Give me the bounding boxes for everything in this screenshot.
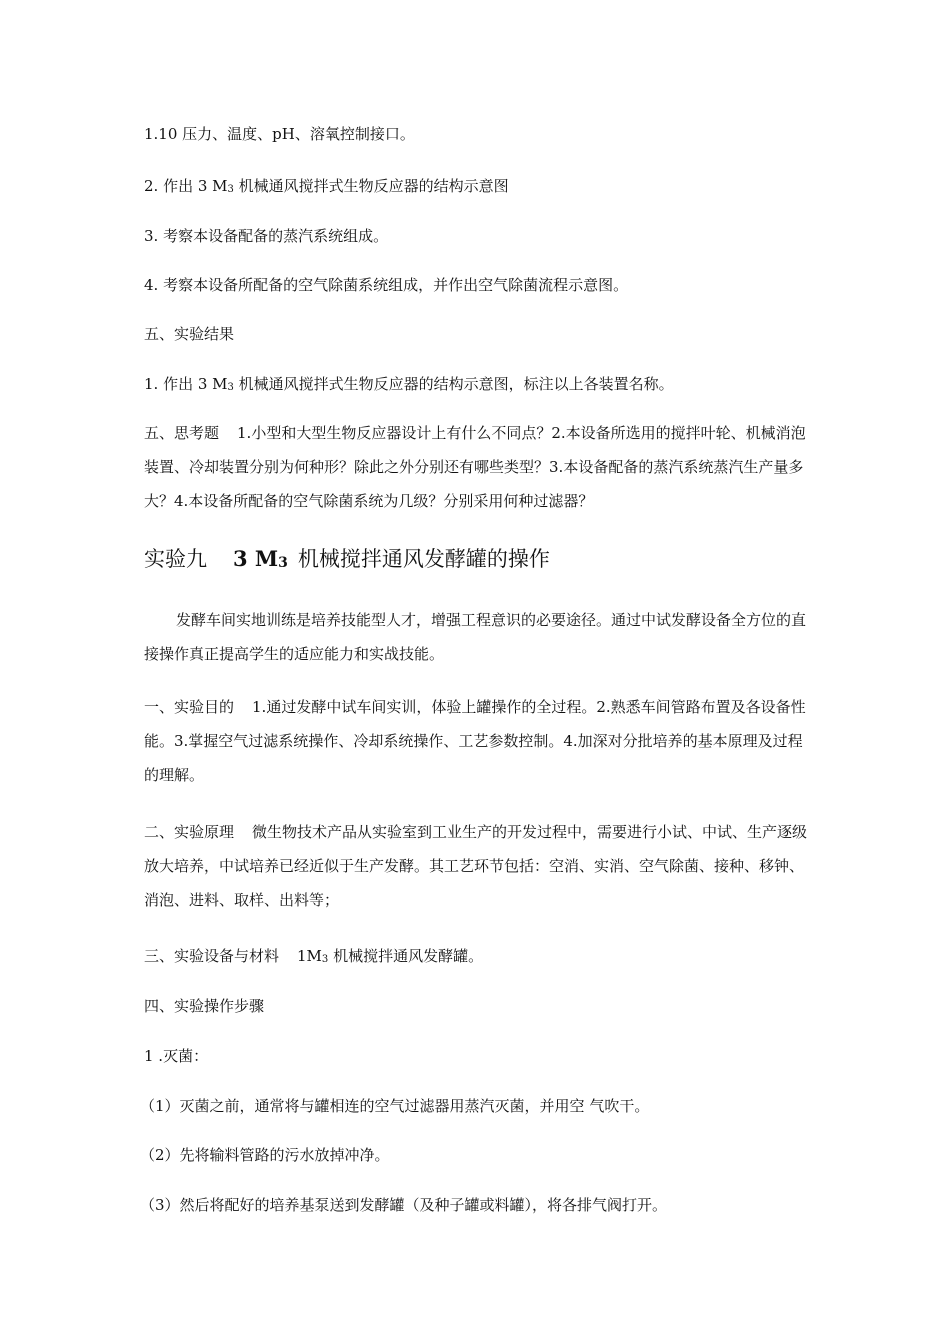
heading-prefix: 实验九	[144, 547, 207, 571]
experiment-heading	[144, 544, 550, 578]
item-2	[144, 176, 509, 200]
section-results: 五、实验结果	[144, 325, 235, 343]
item-2-sub: 3	[227, 184, 234, 195]
step-2: （2）先将输料管路的污水放掉冲净。	[140, 1146, 390, 1164]
section-steps: 四、实验操作步骤	[144, 997, 265, 1015]
heading-bold: 3 M	[233, 546, 279, 571]
equipment-pre: 1M	[297, 947, 322, 965]
item-1-10: 1.10 压力、温度、pH、溶氧控制接口。	[144, 125, 415, 143]
results-item-1-pre: 1. 作出 3 M	[144, 375, 228, 393]
heading-sub: 3	[278, 555, 288, 571]
questions-label: 五、思考题	[144, 424, 220, 442]
results-item-1-post: 机械通风搅拌式生物反应器的结构示意图，标注以上各装置名称。	[233, 375, 674, 393]
item-2-post: 机械通风搅拌式生物反应器的结构示意图	[233, 177, 509, 195]
questions-text: 1.小型和大型生物反应器设计上有什么不同点？2.本设备所选用的搅拌叶轮、机械消泡装置、冷却装置分别为何种形？除此之外分别还有哪些类型？3.本设备配备的蒸汽系统蒸汽生产量多大？4.本设备所配备的空气除菌系统为几级？分别采用何种过滤器？	[144, 424, 806, 510]
item-3: 3. 考察本设备配备的蒸汽系统组成。	[144, 227, 389, 245]
results-item-1-sub: 3	[227, 382, 234, 393]
step-sterilization: 1 .灭菌：	[144, 1047, 209, 1065]
principle-label: 二、实验原理	[144, 823, 235, 841]
intro-paragraph: 发酵车间实地训练是培养技能型人才，增强工程意识的必要途径。通过中试发酵设备全方位的直接操作真正提高学生的适应能力和实战技能。	[144, 611, 807, 663]
heading-title: 机械搅拌通风发酵罐的操作	[297, 547, 550, 571]
purpose-text: 1.通过发酵中试车间实训，体验上罐操作的全过程。2.熟悉车间管路布置及各设备性能。3.掌握空气过滤系统操作、冷却系统操作、工艺参数控制。4.加深对分批培养的基本原理及过程的理解。	[144, 698, 806, 784]
section-purpose	[144, 690, 808, 792]
section-equipment	[144, 946, 483, 970]
principle-text: 微生物技术产品从实验室到工业生产的开发过程中，需要进行小试、中试、生产逐级放大培养，中试培养已经近似于生产发酵。其工艺环节包括：空消、实消、空气除菌、接种、移钟、消泡、进料、取样、出料等；	[144, 823, 808, 909]
equipment-label: 三、实验设备与材料	[144, 947, 280, 965]
step-1: （1）灭菌之前，通常将与罐相连的空气过滤器用蒸汽灭菌，并用空 气吹干。	[140, 1097, 650, 1115]
step-3: （3）然后将配好的培养基泵送到发酵罐（及种子罐或料罐），将各排气阀打开。	[140, 1196, 668, 1214]
item-2-pre: 2. 作出 3 M	[144, 177, 228, 195]
section-questions	[144, 416, 808, 518]
equipment-sub: 3	[321, 954, 329, 965]
equipment-post: 机械搅拌通风发酵罐。	[328, 947, 484, 965]
item-4: 4. 考察本设备所配备的空气除菌系统组成，并作出空气除菌流程示意图。	[144, 276, 629, 294]
results-item-1	[144, 374, 674, 398]
section-principle	[144, 815, 808, 917]
purpose-label: 一、实验目的	[144, 698, 235, 716]
